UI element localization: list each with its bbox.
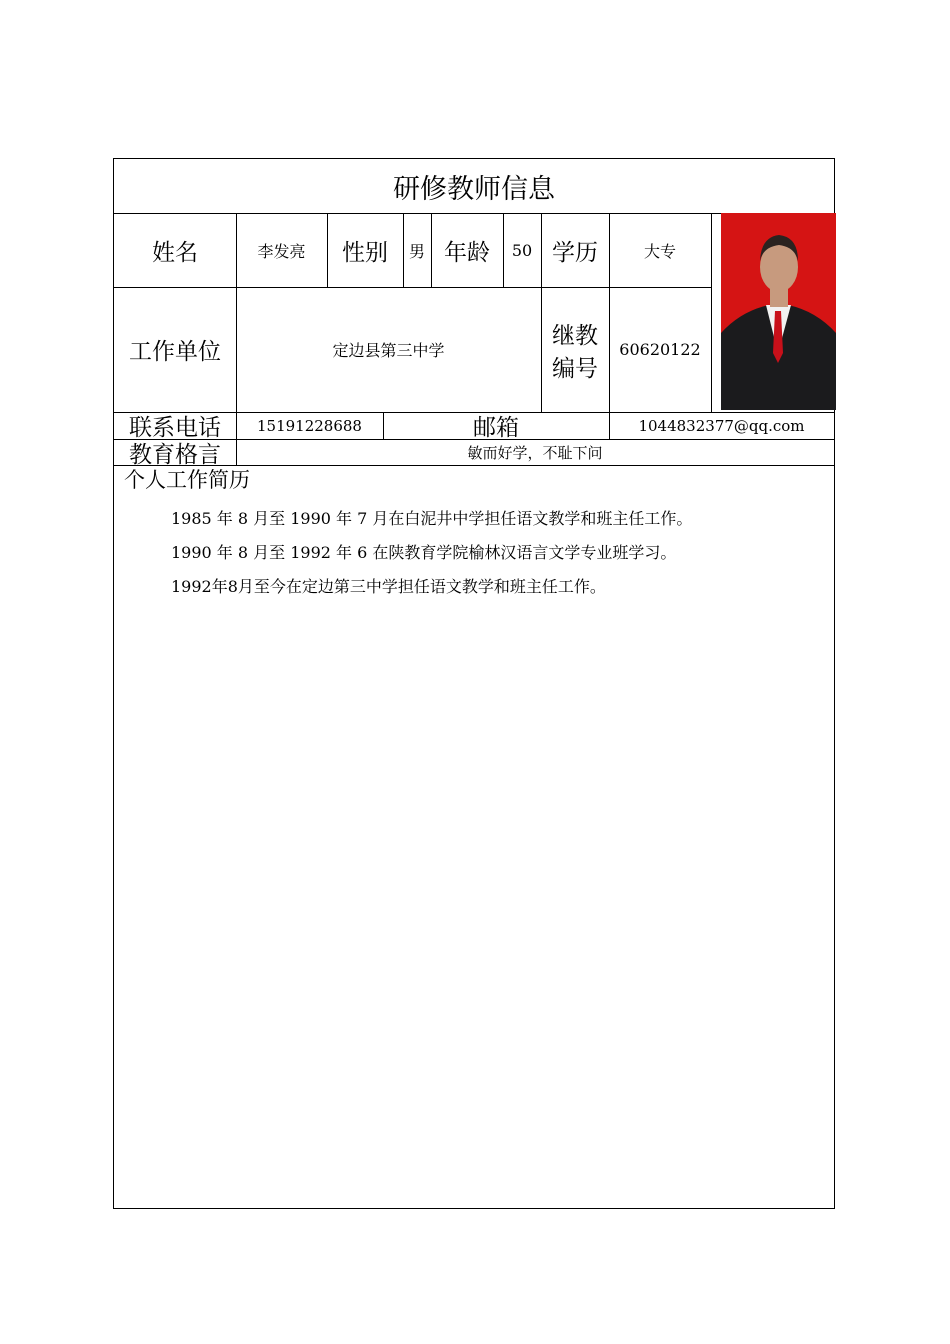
age-value: 50 — [511, 240, 533, 260]
motto-value: 敏而好学，不耻下问 — [467, 443, 603, 462]
gender-value: 男 — [408, 241, 425, 261]
gender-label: 性别 — [342, 239, 388, 266]
workplace-label: 工作单位 — [129, 339, 221, 365]
workplace-value: 定边县第三中学 — [332, 341, 445, 360]
cont-id-label: 继教编号 — [552, 322, 598, 382]
resume-line: 1985 年 8 月至 1990 年 7 月在白泥井中学担任语文教学和班主任工作。 — [171, 509, 693, 528]
col-divider — [711, 213, 712, 412]
age-label: 年龄 — [444, 239, 490, 266]
resume-line: 1990 年 8 月至 1992 年 6 在陕教育学院榆林汉语言文学专业班学习。 — [171, 543, 677, 562]
email-value: 1044832377@qq.com — [638, 416, 805, 435]
resume-title: 个人工作简历 — [124, 468, 250, 492]
phone-label: 联系电话 — [129, 415, 221, 441]
resume-line: 1992年8月至今在定边第三中学担任语文教学和班主任工作。 — [171, 577, 606, 596]
motto-label: 教育格言 — [129, 441, 221, 468]
teacher-photo — [721, 213, 836, 410]
form-title: 研修教师信息 — [393, 173, 555, 205]
education-label: 学历 — [552, 239, 598, 266]
email-label: 邮箱 — [473, 415, 519, 441]
portrait-image — [721, 213, 836, 410]
name-value: 李发亮 — [257, 241, 306, 261]
cont-id-value: 60620122 — [619, 340, 701, 359]
teacher-info-form — [113, 158, 835, 1209]
phone-value: 15191228688 — [257, 416, 362, 435]
name-label: 姓名 — [152, 239, 198, 266]
education-value: 大专 — [643, 241, 676, 261]
